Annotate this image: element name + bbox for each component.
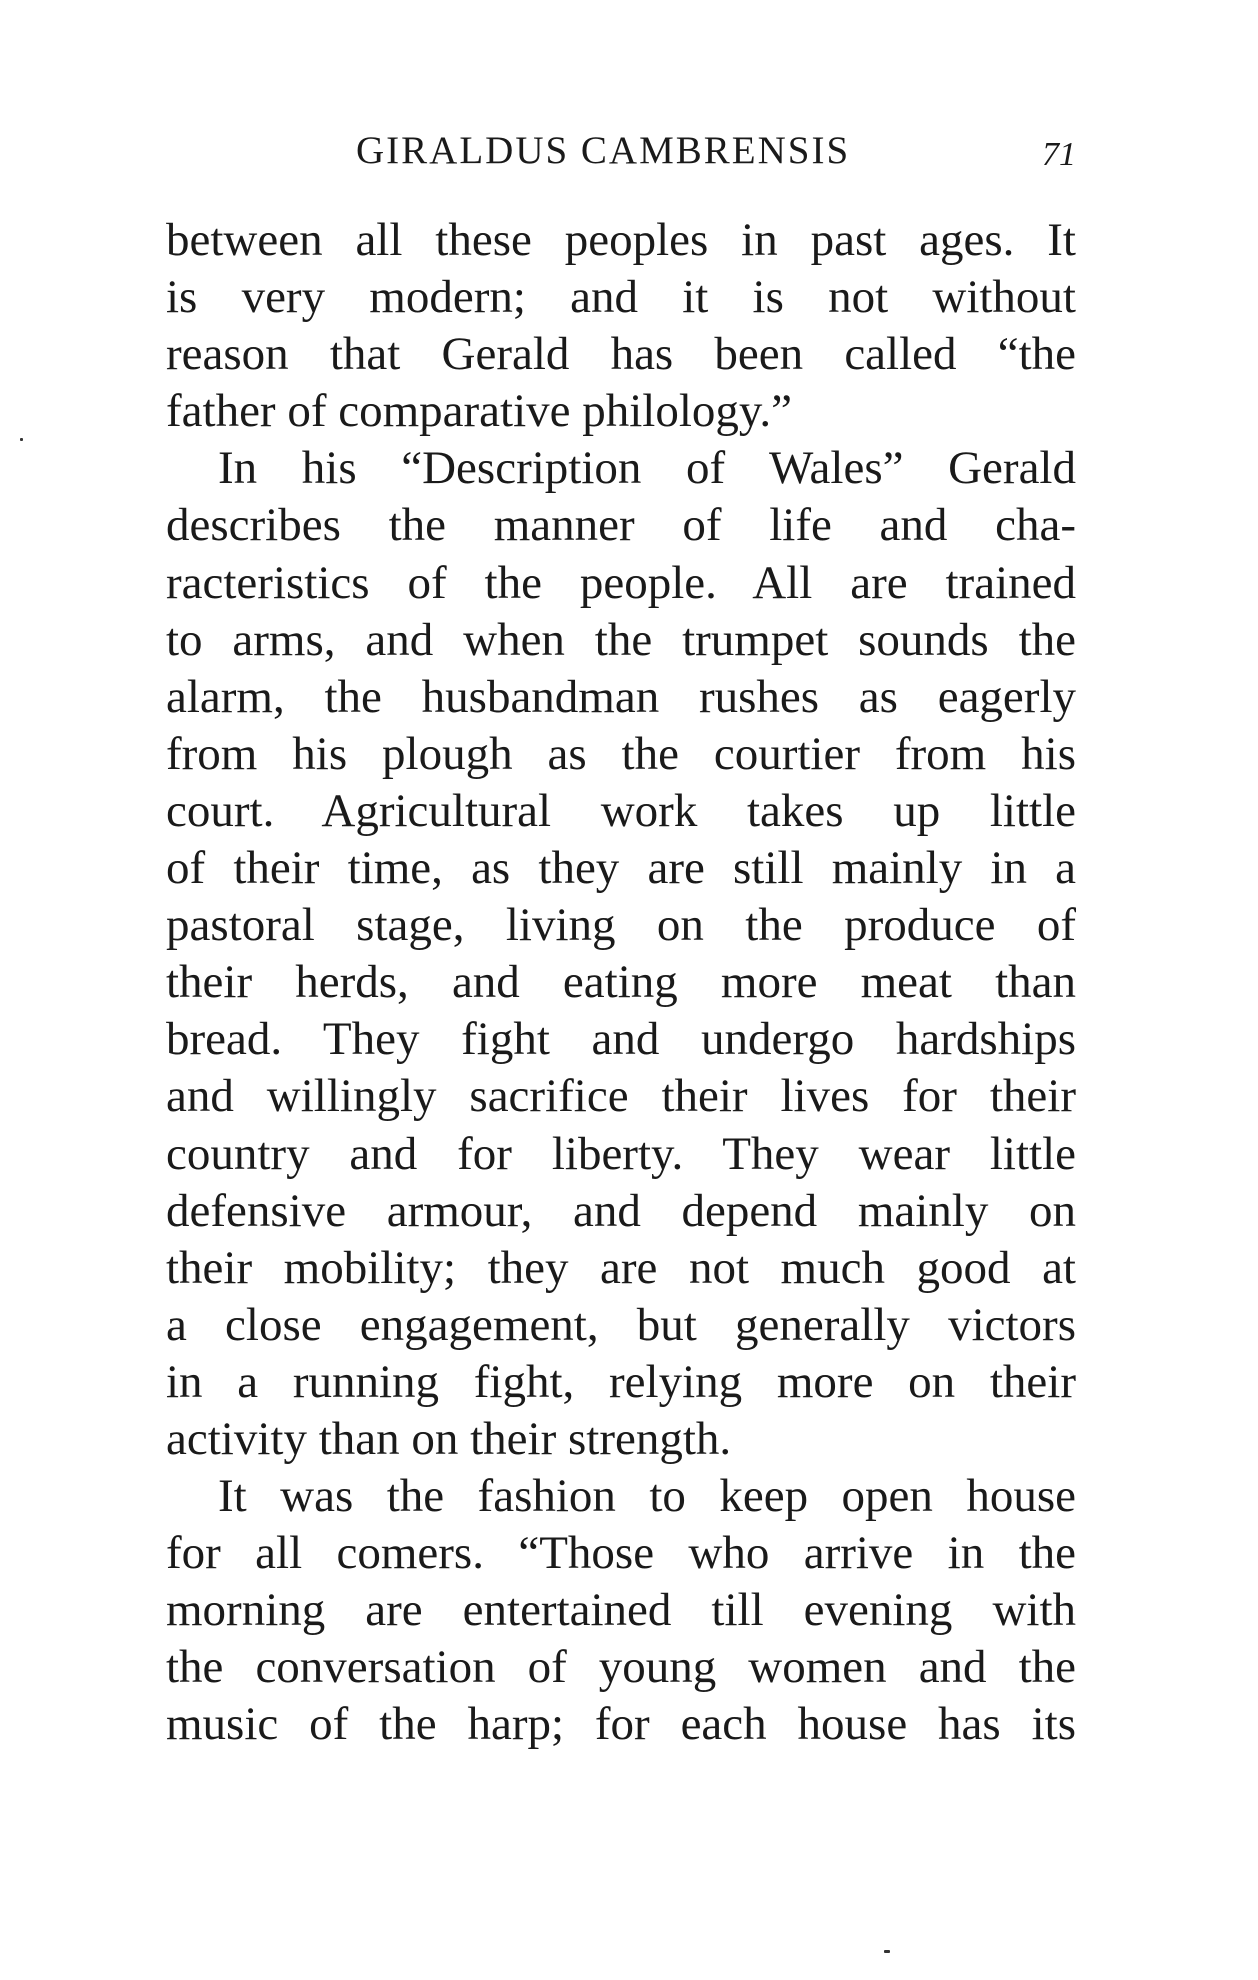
body-text bbox=[166, 212, 1076, 1754]
text-line: reason that Gerald has been called “the bbox=[166, 328, 1076, 381]
text-line: music of the harp; for each house has its bbox=[166, 1698, 1076, 1751]
text-line: in a running fight, relying more on their bbox=[166, 1355, 1076, 1408]
text-line: the conversation of young women and the bbox=[166, 1641, 1076, 1694]
text-line: from his plough as the courtier from his bbox=[166, 727, 1076, 780]
text-line: describes the manner of life and cha- bbox=[166, 499, 1076, 552]
text-line: their mobility; they are not much good at bbox=[166, 1241, 1076, 1294]
text-line: father of comparative philology.” bbox=[166, 385, 792, 438]
text-line: a close engagement, but generally victors bbox=[166, 1298, 1076, 1351]
text-line: bread. They fight and undergo hardships bbox=[166, 1013, 1076, 1066]
text-line: for all comers. “Those who arrive in the bbox=[166, 1527, 1076, 1580]
text-line: of their time, as they are still mainly in a bbox=[166, 842, 1076, 895]
text-line: their herds, and eating more meat than bbox=[166, 956, 1076, 1009]
text-line: is very modern; and it is not without bbox=[166, 271, 1076, 324]
text-line: pastoral stage, living on the produce of bbox=[166, 899, 1076, 952]
margin-speck bbox=[884, 1950, 890, 1953]
text-line: country and for liberty. They wear little bbox=[166, 1127, 1076, 1180]
text-line: racteristics of the people. All are trained bbox=[166, 556, 1076, 609]
text-line: activity than on their strength. bbox=[166, 1412, 732, 1465]
text-line: alarm, the husbandman rushes as eagerly bbox=[166, 670, 1076, 723]
text-line: court. Agricultural work takes up little bbox=[166, 784, 1076, 837]
text-line: to arms, and when the trumpet sounds the bbox=[166, 613, 1076, 666]
running-title: GIRALDUS CAMBRENSIS bbox=[356, 129, 851, 172]
running-head bbox=[166, 126, 1076, 176]
text-line: It was the fashion to keep open house bbox=[218, 1470, 1076, 1523]
text-line: In his “Description of Wales” Gerald bbox=[218, 442, 1076, 495]
page-number: 71 bbox=[1042, 136, 1076, 173]
text-line: morning are entertained till evening with bbox=[166, 1584, 1076, 1637]
text-line: and willingly sacrifice their lives for their bbox=[166, 1070, 1076, 1123]
text-line: between all these peoples in past ages. It bbox=[166, 214, 1076, 266]
margin-speck bbox=[20, 438, 23, 441]
text-line: defensive armour, and depend mainly on bbox=[166, 1184, 1076, 1237]
